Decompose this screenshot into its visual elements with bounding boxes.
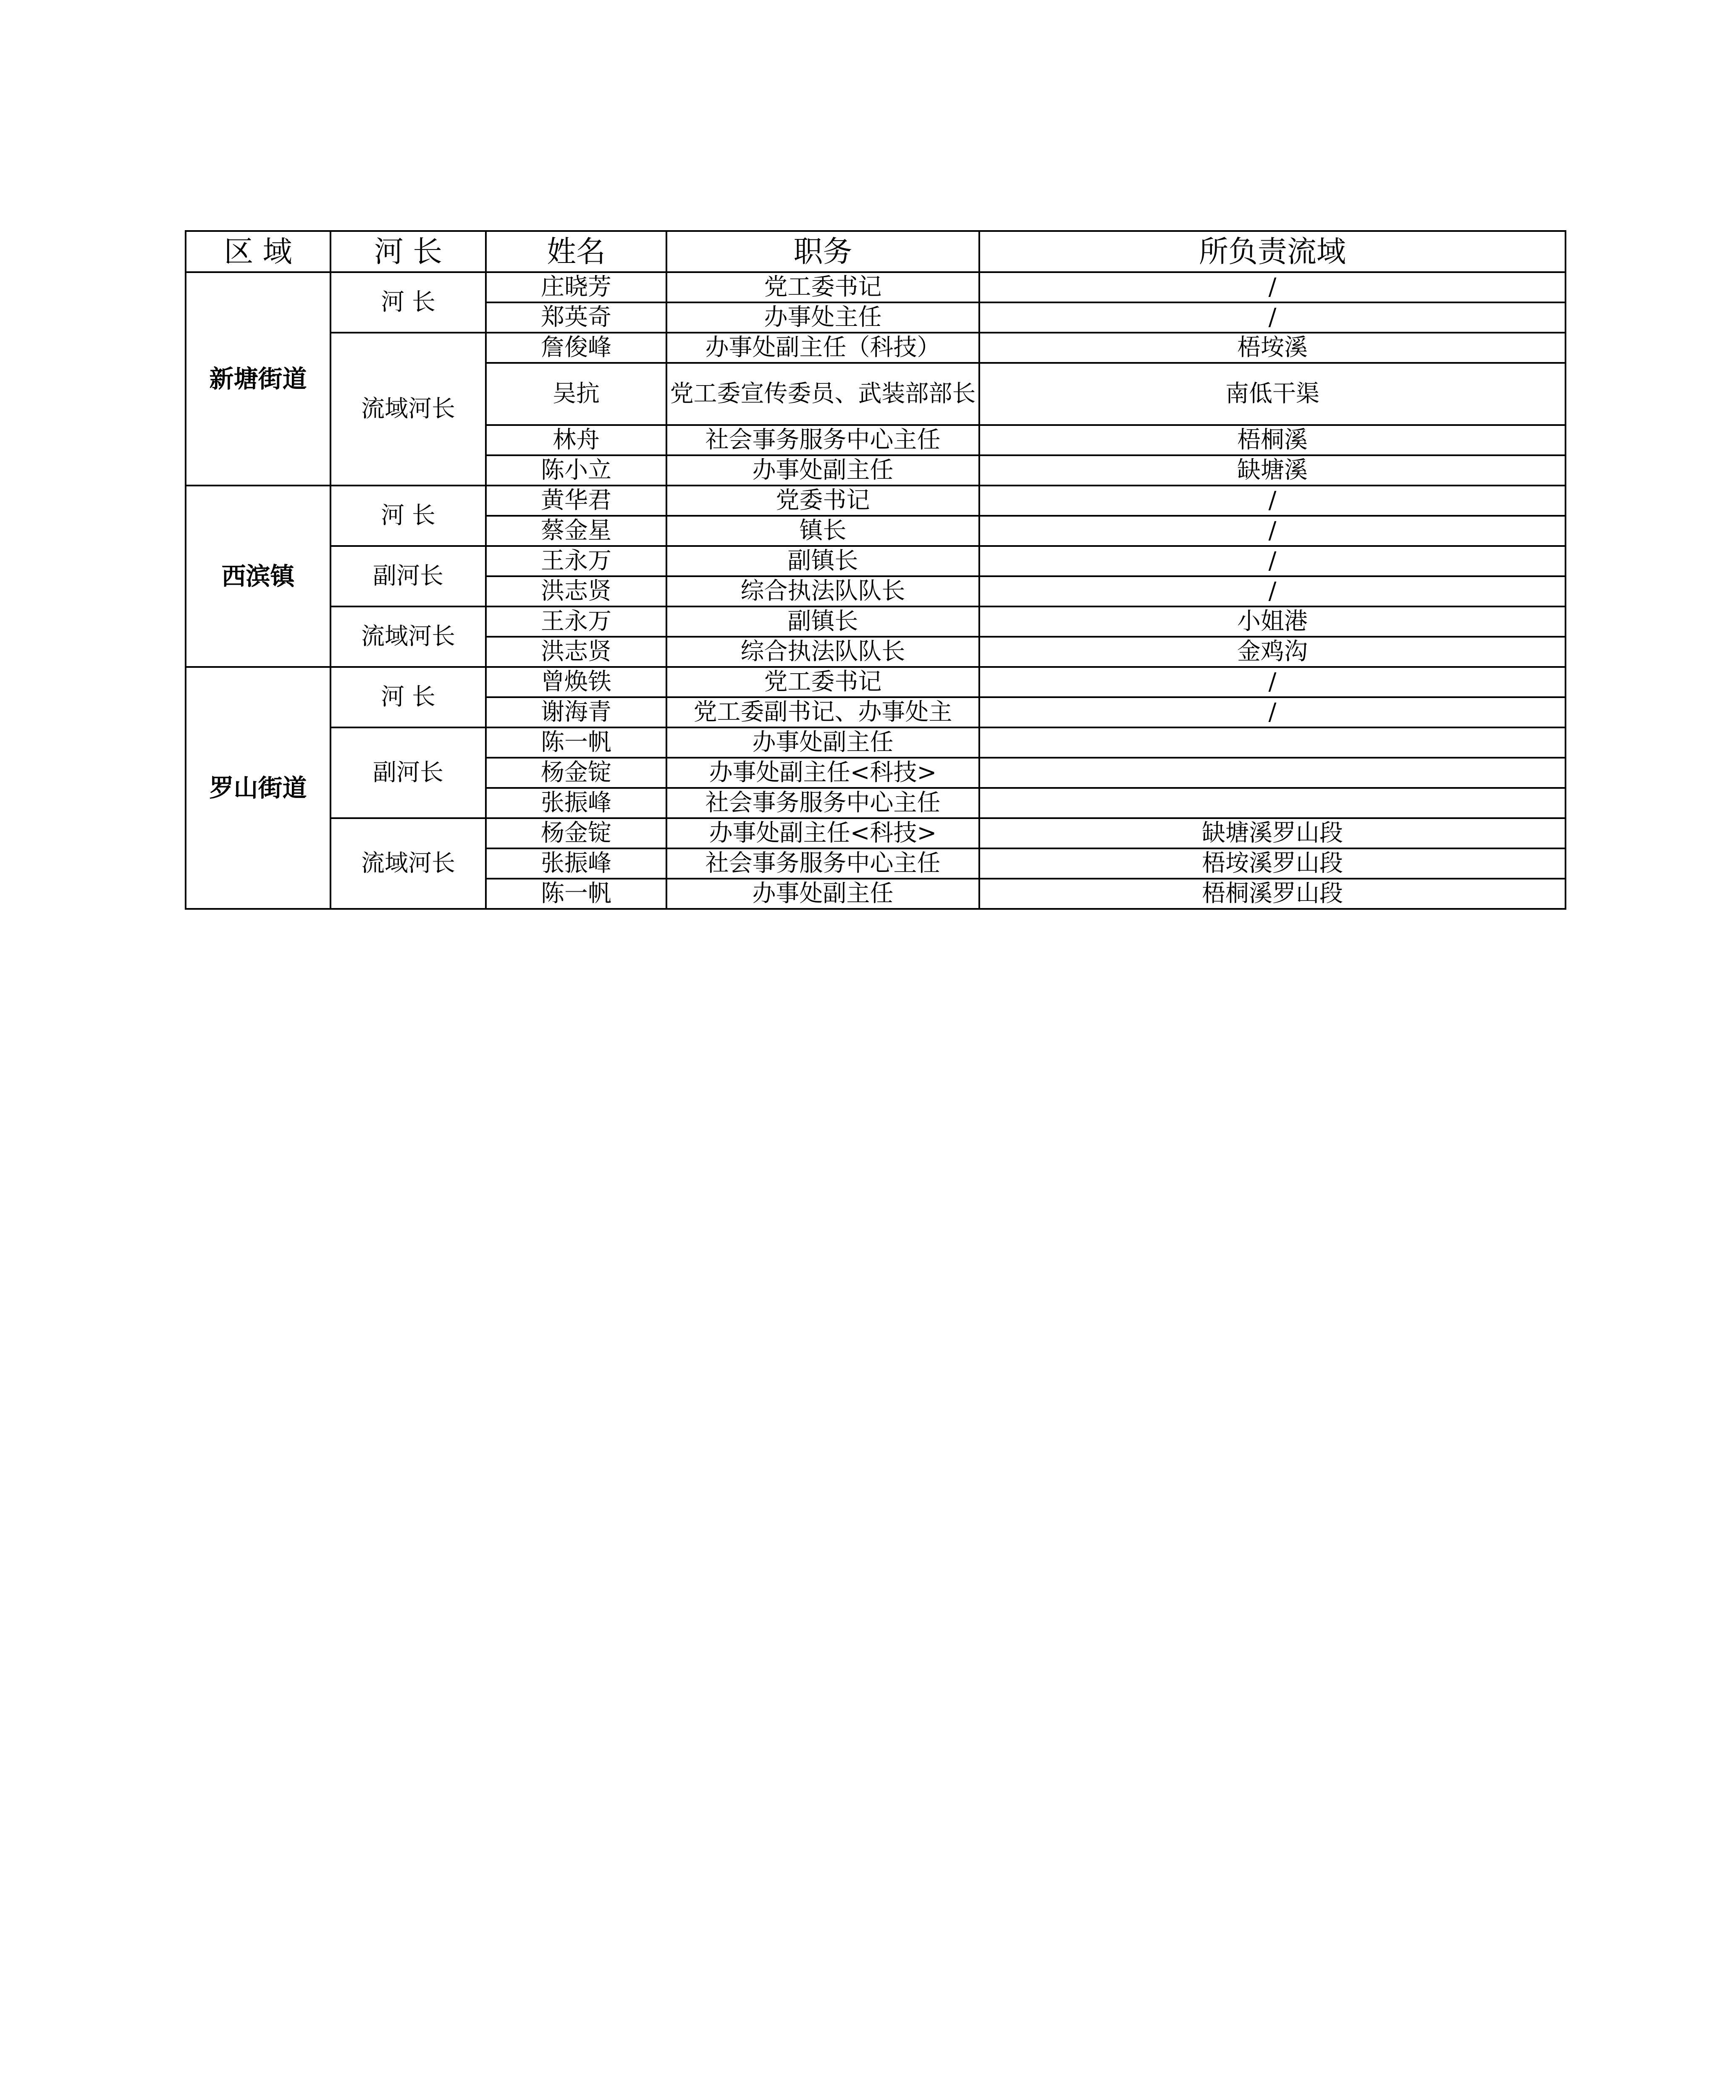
table-row xyxy=(186,546,1566,576)
chief-role-cell: 河 长 xyxy=(330,486,486,546)
name-cell: 陈小立 xyxy=(486,455,666,486)
position-cell: 综合执法队队长 xyxy=(666,637,979,667)
name-cell: 陈一帆 xyxy=(486,879,666,909)
basin-cell: / xyxy=(979,516,1566,546)
chief-role-cell: 流域河长 xyxy=(330,333,486,486)
header-name: 姓名 xyxy=(486,231,666,272)
name-cell: 黄华君 xyxy=(486,486,666,516)
table-row xyxy=(186,818,1566,848)
table-row xyxy=(186,667,1566,697)
table-row xyxy=(186,272,1566,302)
header-region: 区 域 xyxy=(186,231,330,272)
table-row xyxy=(186,727,1566,758)
basin-cell: 缺塘溪 xyxy=(979,455,1566,486)
name-cell: 杨金锭 xyxy=(486,758,666,788)
position-cell: 办事处副主任（科技） xyxy=(666,333,979,363)
basin-cell: / xyxy=(979,302,1566,333)
position-cell: 党委书记 xyxy=(666,486,979,516)
position-cell: 办事处副主任 xyxy=(666,727,979,758)
header-chief: 河 长 xyxy=(330,231,486,272)
position-cell: 社会事务服务中心主任 xyxy=(666,425,979,455)
basin-cell: / xyxy=(979,667,1566,697)
basin-cell xyxy=(979,758,1566,788)
region-cell: 新塘街道 xyxy=(186,272,330,486)
name-cell: 谢海青 xyxy=(486,697,666,727)
basin-cell: 南低干渠 xyxy=(979,363,1566,425)
position-cell: 办事处主任 xyxy=(666,302,979,333)
position-cell: 办事处副主任<科技> xyxy=(666,758,979,788)
region-cell: 罗山街道 xyxy=(186,667,330,909)
basin-cell: 梧垵溪罗山段 xyxy=(979,848,1566,879)
table-row xyxy=(186,606,1566,637)
river-chief-table xyxy=(185,230,1566,910)
chief-role-cell: 河 长 xyxy=(330,272,486,333)
header-basin: 所负责流域 xyxy=(979,231,1566,272)
position-cell: 副镇长 xyxy=(666,606,979,637)
name-cell: 詹俊峰 xyxy=(486,333,666,363)
name-cell: 张振峰 xyxy=(486,788,666,818)
position-cell: 办事处副主任 xyxy=(666,455,979,486)
position-cell: 党工委书记 xyxy=(666,272,979,302)
position-cell: 社会事务服务中心主任 xyxy=(666,848,979,879)
position-cell: 社会事务服务中心主任 xyxy=(666,788,979,818)
region-cell: 西滨镇 xyxy=(186,486,330,667)
position-cell: 副镇长 xyxy=(666,546,979,576)
name-cell: 陈一帆 xyxy=(486,727,666,758)
name-cell: 林舟 xyxy=(486,425,666,455)
header-position: 职务 xyxy=(666,231,979,272)
chief-role-cell: 流域河长 xyxy=(330,818,486,909)
table-body xyxy=(186,272,1566,909)
table-header-row xyxy=(186,231,1566,272)
position-cell: 办事处副主任 xyxy=(666,879,979,909)
name-cell: 曾焕铁 xyxy=(486,667,666,697)
basin-cell: 梧垵溪 xyxy=(979,333,1566,363)
name-cell: 王永万 xyxy=(486,546,666,576)
table-row xyxy=(186,486,1566,516)
basin-cell: / xyxy=(979,486,1566,516)
basin-cell: 梧桐溪罗山段 xyxy=(979,879,1566,909)
basin-cell: / xyxy=(979,576,1566,606)
position-cell: 镇长 xyxy=(666,516,979,546)
basin-cell: / xyxy=(979,697,1566,727)
position-cell: 党工委宣传委员、武装部部长 xyxy=(666,363,979,425)
table-row xyxy=(186,333,1566,363)
name-cell: 郑英奇 xyxy=(486,302,666,333)
name-cell: 张振峰 xyxy=(486,848,666,879)
name-cell: 蔡金星 xyxy=(486,516,666,546)
name-cell: 王永万 xyxy=(486,606,666,637)
name-cell: 洪志贤 xyxy=(486,576,666,606)
position-cell: 办事处副主任<科技> xyxy=(666,818,979,848)
basin-cell: / xyxy=(979,546,1566,576)
basin-cell: / xyxy=(979,272,1566,302)
name-cell: 杨金锭 xyxy=(486,818,666,848)
chief-role-cell: 河 长 xyxy=(330,667,486,727)
position-cell: 党工委副书记、办事处主 xyxy=(666,697,979,727)
position-cell: 党工委书记 xyxy=(666,667,979,697)
chief-role-cell: 副河长 xyxy=(330,727,486,818)
name-cell: 庄晓芳 xyxy=(486,272,666,302)
position-cell: 综合执法队队长 xyxy=(666,576,979,606)
chief-role-cell: 副河长 xyxy=(330,546,486,606)
basin-cell: 梧桐溪 xyxy=(979,425,1566,455)
chief-role-cell: 流域河长 xyxy=(330,606,486,667)
name-cell: 吴抗 xyxy=(486,363,666,425)
basin-cell: 金鸡沟 xyxy=(979,637,1566,667)
basin-cell: 缺塘溪罗山段 xyxy=(979,818,1566,848)
name-cell: 洪志贤 xyxy=(486,637,666,667)
basin-cell xyxy=(979,727,1566,758)
basin-cell xyxy=(979,788,1566,818)
basin-cell: 小姐港 xyxy=(979,606,1566,637)
